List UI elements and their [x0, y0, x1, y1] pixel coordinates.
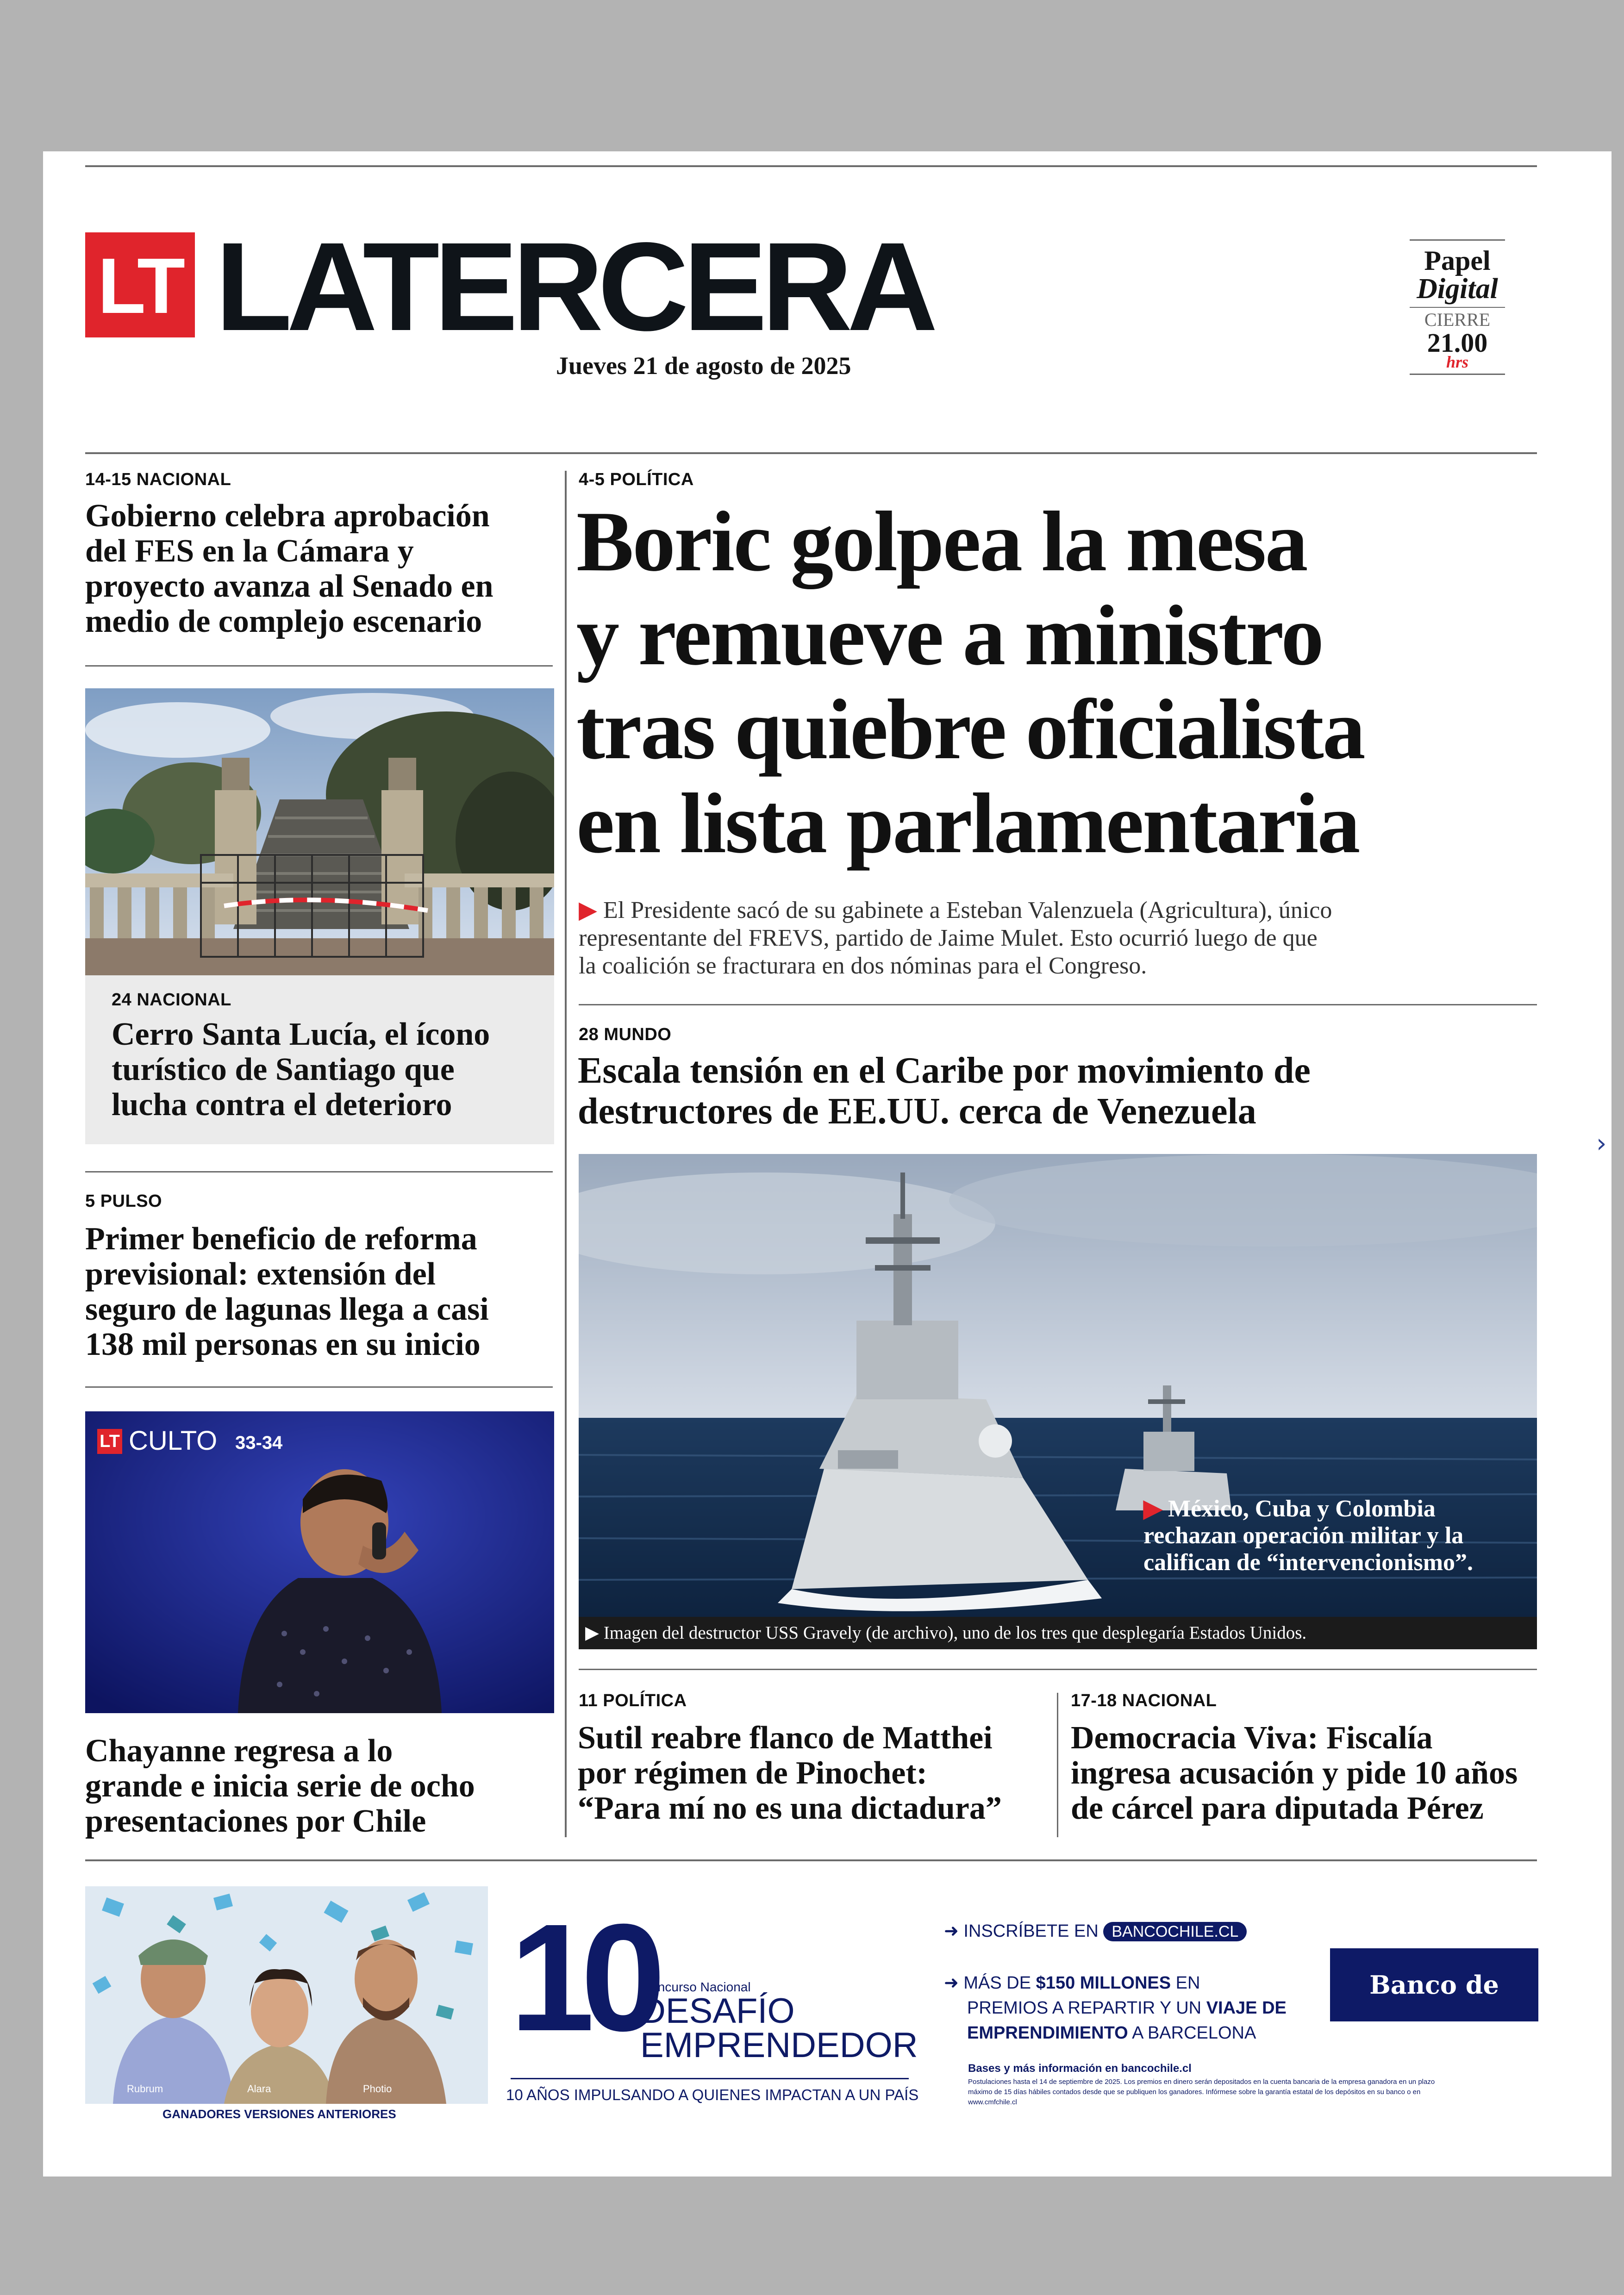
- story1-kicker: 14-15 NACIONAL: [85, 470, 231, 489]
- prize-text: PREMIOS A REPARTIR Y UN: [967, 1998, 1202, 2018]
- prize-text: EMPRENDIMIENTO: [967, 2023, 1128, 2043]
- headline-line: 138 mil personas en su inicio: [85, 1327, 481, 1362]
- ad-winners-photo[interactable]: [85, 1886, 488, 2104]
- ad-prize: [944, 1971, 1361, 2046]
- story4-headline[interactable]: [85, 1734, 567, 1839]
- headline-line: Cerro Santa Lucía, el ícono: [112, 1017, 490, 1052]
- lead-deck: [579, 897, 1532, 980]
- headline-line: Sutil reabre flanco de Matthei: [578, 1720, 993, 1756]
- headline-line: proyecto avanza al Senado en: [85, 568, 493, 604]
- headline-line: Boric golpea la mesa: [576, 494, 1307, 589]
- story3-headline[interactable]: [85, 1222, 567, 1362]
- winner-name: Photio: [363, 2083, 392, 2095]
- deck-line: la coalición se fracturara en dos nóminas para el Congreso.: [579, 953, 1147, 979]
- overlay-line: México, Cuba y Colombia: [1168, 1496, 1436, 1522]
- deck-marker: ▶: [579, 897, 597, 923]
- newspaper-page: [43, 151, 1612, 2177]
- chayanne-photo[interactable]: [85, 1411, 554, 1713]
- edition-cierre: CIERRE: [1424, 309, 1491, 330]
- ad-big-number: 10: [510, 1892, 652, 2063]
- ad-contest-line1: DESAFÍO: [640, 1991, 795, 2031]
- headline-line: “Para mí no es una dictadura”: [578, 1790, 1002, 1826]
- masthead-rule: [85, 452, 1537, 454]
- world-kicker: 28 MUNDO: [579, 1025, 672, 1044]
- bank-logo[interactable]: [1330, 1948, 1538, 2073]
- headline-line: Gobierno celebra aprobación: [85, 498, 490, 534]
- headline-line: y remueve a ministro: [576, 588, 1323, 683]
- deck-line: El Presidente sacó de su gabinete a Esteban Valenzuela (Agricultura), único: [603, 897, 1332, 923]
- prize-amount: $150 MILLONES: [1036, 1973, 1171, 1993]
- edition-time: 21.00: [1427, 328, 1488, 358]
- arrow-circle-icon: ➜: [944, 1973, 959, 1993]
- story3-kicker: 5 PULSO: [85, 1191, 162, 1211]
- bottom-b-headline[interactable]: [1071, 1721, 1575, 1826]
- headline-line: Escala tensión en el Caribe por movimiento de: [578, 1050, 1311, 1091]
- story2-kicker: 24 NACIONAL: [112, 990, 231, 1010]
- winners-caption: GANADORES VERSIONES ANTERIORES: [162, 2107, 396, 2121]
- edition-digital: Digital: [1417, 273, 1498, 305]
- culto-badge: [97, 1429, 122, 1454]
- overlay-line: rechazan operación militar y la: [1143, 1522, 1464, 1549]
- ad-contest-line2: EMPRENDEDOR: [640, 2026, 918, 2065]
- headline-line: medio de complejo escenario: [85, 604, 482, 639]
- winner-name: Rubrum: [127, 2083, 163, 2095]
- photo-caption: ▶ Imagen del destructor USS Gravely (de archivo), uno de los tres que desplegaría Estados Unidos.: [579, 1617, 1537, 1649]
- bottom-column-rule: [1057, 1693, 1058, 1837]
- headline-line: destructores de EE.UU. cerca de Venezuela: [578, 1091, 1256, 1132]
- ad-tagline: 10 AÑOS IMPULSANDO A QUIENES IMPACTAN A UN PAÍS: [506, 2086, 919, 2103]
- signup-site-pill[interactable]: BANCOCHILE.CL: [1103, 1922, 1247, 1941]
- destroyer-photo[interactable]: [579, 1154, 1537, 1617]
- winner-name: Alara: [247, 2083, 271, 2095]
- headline-line: grande e inicia serie de ocho: [85, 1768, 475, 1804]
- headline-line: previsional: extensión del: [85, 1256, 436, 1292]
- legal-line: www.cmfchile.cl: [968, 2098, 1017, 2106]
- legal-line: Postulaciones hasta el 14 de septiembre de 2025. Los premios en dinero serán depositados en la cuenta bancaria de la empresa ganadora en un plazo: [968, 2078, 1435, 2086]
- headline-line: lucha contra el deterioro: [112, 1087, 452, 1123]
- overlay-marker: ▶: [1143, 1496, 1162, 1522]
- legal-line: máximo de 15 días hábiles contados desde que se publiquen los ganadores. Infórmese sobre la garantía estatal de los depósitos en su banco o en: [968, 2088, 1421, 2096]
- story1-headline[interactable]: [85, 499, 557, 639]
- headline-line: turístico de Santiago que: [112, 1052, 455, 1087]
- next-page-chevron-icon[interactable]: ›: [1596, 1129, 1607, 1159]
- headline-line: seguro de lagunas llega a casi: [85, 1291, 489, 1327]
- world-headline[interactable]: [578, 1050, 1541, 1132]
- ad-contest-small: Concurso Nacional: [641, 1980, 751, 1994]
- logo-wordmark: LATERCERA: [215, 216, 933, 357]
- headline-line: Democracia Viva: Fiscalía: [1071, 1720, 1433, 1756]
- bank-logo-text: Banco de Chile: [1369, 1970, 1499, 2073]
- logo-mark-text: LT: [97, 242, 183, 330]
- column-rule: [565, 471, 567, 1837]
- arrow-circle-icon: ➜: [944, 1921, 959, 1941]
- bottom-b-kicker: 17-18 NACIONAL: [1071, 1691, 1217, 1710]
- ad-bases: Bases y más información en bancochile.cl: [968, 2062, 1192, 2075]
- prize-text: MÁS DE: [963, 1973, 1031, 1993]
- edition-papel: Papel: [1424, 245, 1491, 276]
- headline-line: en lista parlamentaria: [576, 776, 1359, 871]
- prize-text: VIAJE DE: [1206, 1998, 1287, 2018]
- overlay-line: califican de “intervencionismo”.: [1143, 1549, 1474, 1576]
- signup-text: INSCRÍBETE EN: [963, 1921, 1099, 1941]
- photo-overlay-text: [1143, 1496, 1532, 1576]
- prize-text: A BARCELONA: [1132, 2023, 1256, 2043]
- story2-headline[interactable]: [112, 1017, 547, 1123]
- top-rule: [85, 165, 1537, 167]
- edition-box: [1410, 239, 1505, 378]
- bottom-a-headline[interactable]: [578, 1721, 1059, 1826]
- santa-lucia-photo[interactable]: [85, 688, 554, 975]
- edition-hrs: hrs: [1446, 353, 1469, 371]
- logo-mark: [85, 232, 195, 337]
- issue-date: Jueves 21 de agosto de 2025: [556, 352, 851, 380]
- culto-badge-text: LT: [100, 1432, 120, 1451]
- headline-line: ingresa acusación y pide 10 años: [1071, 1755, 1518, 1791]
- headline-line: Chayanne regresa a lo: [85, 1733, 393, 1769]
- ad-signup: [944, 1921, 1247, 1941]
- deck-line: representante del FREVS, partido de Jaime Mulet. Esto ocurrió luego de que: [579, 925, 1318, 951]
- headline-line: Primer beneficio de reforma: [85, 1221, 477, 1257]
- headline-line: por régimen de Pinochet:: [578, 1755, 927, 1791]
- prize-text: EN: [1175, 1973, 1200, 1993]
- headline-line: del FES en la Cámara y: [85, 533, 414, 569]
- headline-line: tras quiebre oficialista: [576, 682, 1364, 777]
- culto-pages: 33-34: [235, 1433, 283, 1453]
- lead-headline[interactable]: [576, 495, 1539, 871]
- bottom-a-kicker: 11 POLÍTICA: [579, 1691, 687, 1710]
- lead-kicker: 4-5 POLÍTICA: [579, 470, 694, 489]
- culto-label: CULTO: [129, 1426, 218, 1456]
- ad-top-rule: [85, 1859, 1537, 1861]
- headline-line: presentaciones por Chile: [85, 1803, 426, 1839]
- headline-line: de cárcel para diputada Pérez: [1071, 1790, 1484, 1826]
